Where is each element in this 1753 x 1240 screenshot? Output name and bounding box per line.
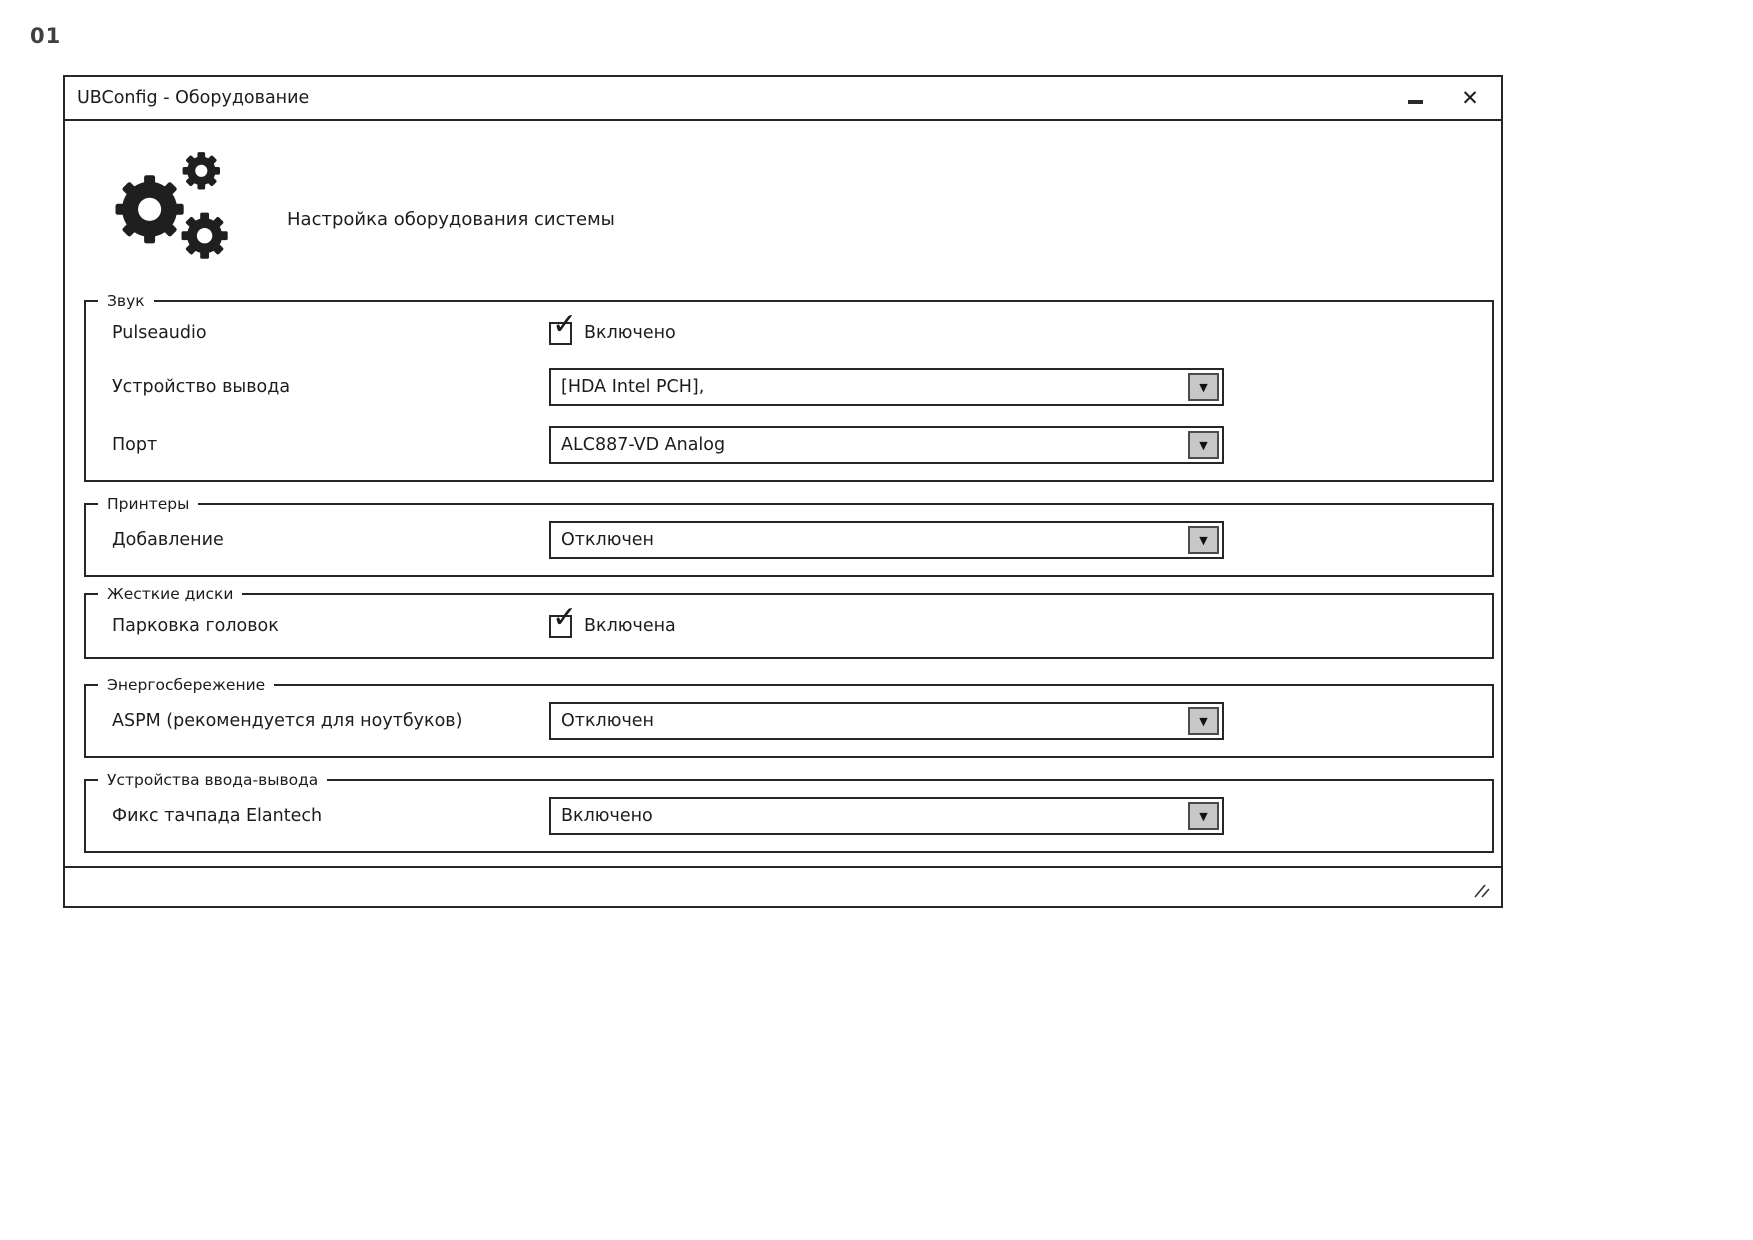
select-value: Отключен [561,711,655,731]
minimize-icon [1408,100,1423,104]
settings-content [65,292,1501,853]
group-sound [84,292,1494,482]
window-header [65,121,1501,292]
checkbox-label: Включено [584,323,676,343]
window-title: UBConfig - Оборудование [77,88,310,108]
header-subtitle: Настройка оборудования системы [287,209,615,230]
field-label: Pulseaudio [112,323,207,343]
row-port [86,426,1492,464]
dropdown-button[interactable] [1188,373,1219,401]
ubconfig-window [63,75,1503,908]
pulseaudio-checkbox[interactable] [549,306,578,345]
check-icon: ✓ [552,599,578,635]
dropdown-arrow-icon: ▼ [1199,533,1208,547]
statusbar [65,866,1501,906]
head-parking-checkbox[interactable] [549,599,578,638]
group-hard-disks [84,585,1494,659]
resize-grip[interactable] [1471,882,1493,900]
dropdown-arrow-icon: ▼ [1199,809,1208,823]
group-io-devices [84,771,1494,853]
elantech-fix-select[interactable] [549,797,1224,835]
printer-add-select[interactable] [549,521,1224,559]
field-label: Фикс тачпада Elantech [112,806,323,826]
check-icon: ✓ [552,306,578,342]
group-legend: Устройства ввода-вывода [107,771,319,789]
titlebar [65,77,1501,121]
pulseaudio-checkbox-wrap [549,306,676,348]
minimize-button[interactable] [1403,86,1427,110]
row-pulseaudio [86,306,1492,348]
checkbox-label: Включена [584,616,676,636]
select-value: Отключен [561,530,655,550]
field-label: ASPM (рекомендуется для ноутбуков) [112,711,463,731]
select-value: Включено [561,806,653,826]
row-aspm [86,702,1492,740]
dropdown-button[interactable] [1188,431,1219,459]
gears-icon [110,147,242,265]
row-head-parking [86,599,1492,641]
head-parking-checkbox-wrap [549,599,676,641]
group-printers [84,495,1494,577]
row-output-device [86,368,1492,406]
field-label: Добавление [112,530,224,550]
dropdown-arrow-icon: ▼ [1199,380,1208,394]
output-device-select[interactable] [549,368,1224,406]
row-elantech-fix [86,797,1492,835]
field-label: Парковка головок [112,616,279,636]
dropdown-button[interactable] [1188,802,1219,830]
select-value: ALC887-VD Analog [561,435,726,455]
dropdown-arrow-icon: ▼ [1199,438,1208,452]
window-controls [1403,85,1483,111]
group-legend: Жесткие диски [107,585,234,603]
row-printer-add [86,521,1492,559]
port-select[interactable] [549,426,1224,464]
slide-number: 01 [30,24,62,48]
group-power-saving [84,676,1494,758]
group-legend: Энергосбережение [107,676,266,694]
dropdown-arrow-icon: ▼ [1199,714,1208,728]
dropdown-button[interactable] [1188,707,1219,735]
dropdown-button[interactable] [1188,526,1219,554]
select-value: [HDA Intel PCH], [561,377,705,397]
close-button[interactable]: ✕ [1461,86,1479,110]
field-label: Устройство вывода [112,377,291,397]
group-legend: Принтеры [107,495,190,513]
aspm-select[interactable] [549,702,1224,740]
group-legend: Звук [107,292,145,310]
field-label: Порт [112,435,158,455]
